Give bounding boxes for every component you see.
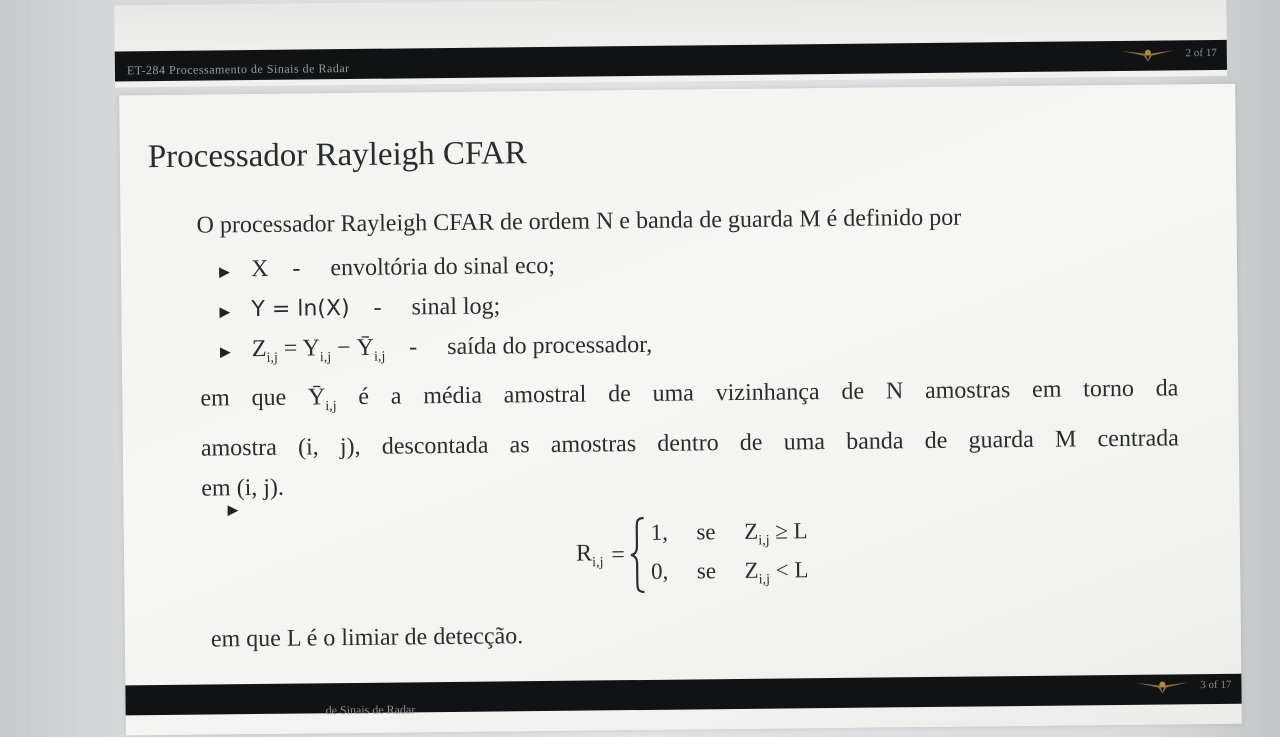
case-value: 0, (650, 558, 669, 584)
previous-slide-footer-bar (115, 40, 1227, 82)
previous-slide (114, 0, 1227, 87)
paragraph-line: em (i, j). (201, 474, 285, 502)
subscript: i,j (592, 554, 604, 570)
triangle-bullet-icon: ▶ (218, 265, 230, 281)
subscript: i,j (266, 350, 278, 366)
item-separator: - (409, 334, 418, 361)
case-row (651, 557, 809, 589)
case-value: 1, (650, 520, 669, 546)
item-symbol (252, 335, 386, 367)
left-brace-icon (628, 516, 647, 594)
item-description: envoltória do sinal eco; (330, 252, 556, 282)
symbol-minus-ybar: − Ȳ (330, 334, 375, 362)
item-symbol: X (250, 255, 269, 283)
conclusion-text: em que L é o limiar de detecção. (210, 623, 524, 653)
triangle-bullet-icon: ▶ (227, 503, 239, 519)
paragraph-text: é a média amostral de uma vizinhança de N amostras em torno da (336, 375, 1179, 411)
explanation-paragraph (200, 368, 1179, 508)
item-description: saída do processador, (447, 331, 653, 361)
current-slide (119, 84, 1242, 736)
case-row (651, 519, 809, 551)
slide-title: Processador Rayleigh CFAR (147, 135, 527, 176)
symbol-z: Z (251, 335, 267, 363)
current-slide-footer-bar (125, 674, 1241, 716)
list-item (219, 292, 652, 337)
item-separator: - (373, 294, 382, 321)
symbol-r: R (575, 540, 593, 567)
symbol-equals-y: = Y (277, 335, 320, 362)
case-operator: < L (769, 557, 809, 583)
symbol-z: Z (744, 557, 759, 583)
triangle-bullet-icon: ▶ (219, 305, 231, 321)
subscript: i,j (325, 398, 337, 415)
paragraph-text: em que Ȳ (200, 384, 326, 412)
decision-equation (576, 514, 809, 594)
triangle-bullet-icon: ▶ (219, 345, 231, 361)
item-symbol: Y = ln(X) (251, 296, 350, 323)
institution-wings-logo-icon (1120, 44, 1176, 63)
item-description: sinal log; (411, 293, 501, 321)
subscript: i,j (758, 572, 771, 588)
slide-content (196, 202, 1179, 653)
case-condition-word: se (696, 519, 716, 545)
symbol-z: Z (744, 519, 759, 545)
page-number: 3 of 17 (1200, 678, 1232, 692)
equation-lhs (576, 540, 604, 571)
subscript: i,j (319, 350, 332, 366)
case-condition-word: se (696, 558, 717, 584)
intro-text: O processador Rayleigh CFAR de ordem N e banda de guarda M é definido por (196, 204, 962, 239)
case-operator: ≥ L (769, 518, 808, 545)
list-item (219, 252, 652, 297)
footer-course-title: de Sinais de Radar (325, 702, 416, 718)
institution-wings-logo-icon (1134, 676, 1190, 695)
item-separator: - (292, 255, 301, 282)
equation-cases (651, 519, 809, 590)
paragraph-line: amostra (i, j), descontada as amostras dentro de uma banda de guarda M centrada (200, 425, 1179, 462)
subscript: i,j (373, 349, 386, 365)
page-number: 2 of 17 (1185, 46, 1217, 60)
list-item (220, 332, 653, 377)
subscript: i,j (758, 533, 770, 549)
definition-list (219, 252, 653, 377)
equals-sign: = (611, 541, 626, 568)
footer-course-title: ET-284 Processamento de Sinais de Radar (126, 60, 350, 77)
